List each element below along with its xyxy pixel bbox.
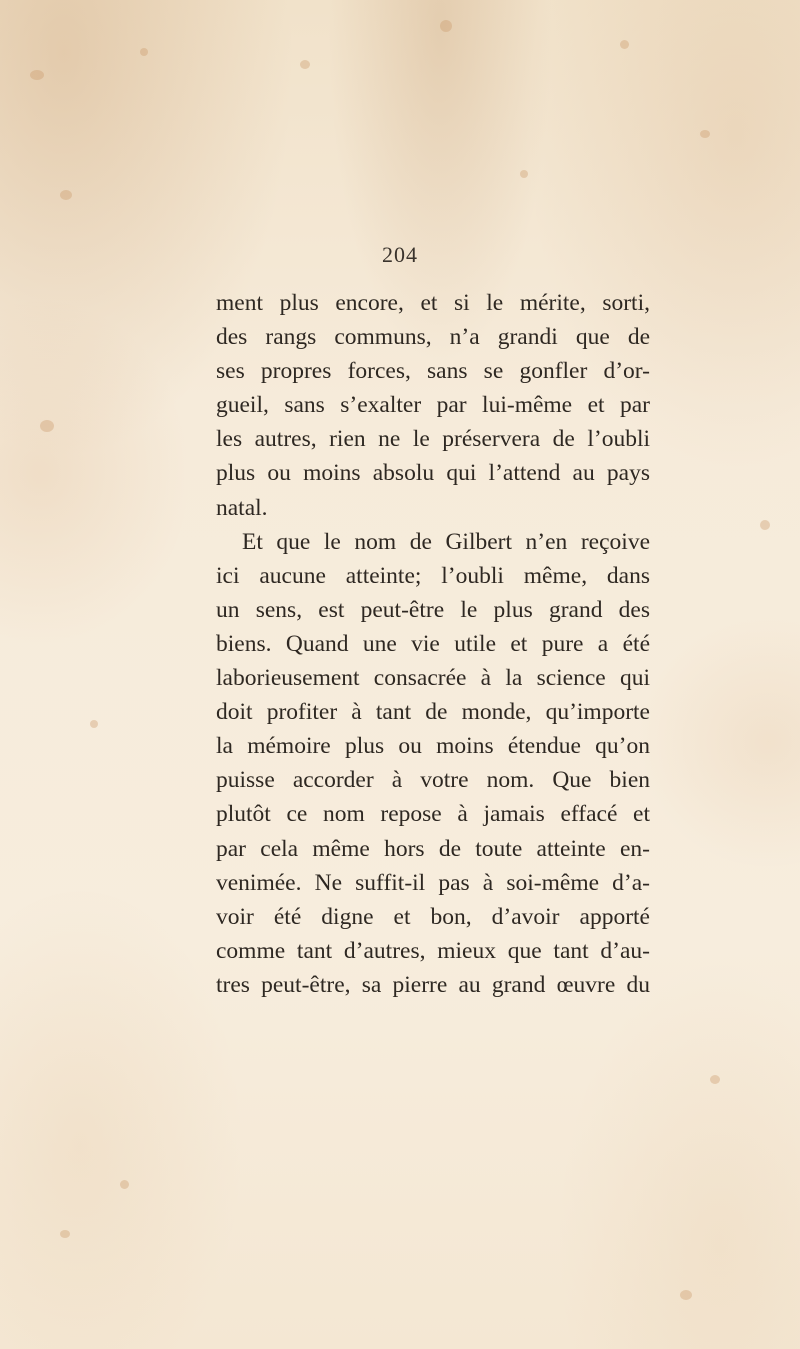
text-line: gueil, sans s’exalter par lui-même et par <box>216 392 650 419</box>
text-line: biens. Quand une vie utile et pure a été <box>216 630 650 657</box>
text-line: la mémoire plus ou moins étendue qu’on <box>216 733 650 760</box>
text-line: comme tant d’autres, mieux que tant d’au- <box>216 937 650 964</box>
text-line: laborieusement consacrée à la science qui <box>216 665 650 692</box>
text-line: venimée. Ne suffit-il pas à soi-même d’a- <box>216 869 650 896</box>
text-line: plus ou moins absolu qui l’attend au pays <box>216 460 650 487</box>
text-line: ment plus encore, et si le mérite, sorti, <box>216 290 650 316</box>
page-number: 204 <box>382 242 418 267</box>
text-line: les autres, rien ne le préservera de l’oubli <box>216 426 650 453</box>
text-line: Et que le nom de Gilbert n’en reçoive <box>242 528 650 555</box>
paragraph <box>216 286 650 525</box>
text-line: ses propres forces, sans se gonfler d’or- <box>216 358 650 385</box>
text-line: plutôt ce nom repose à jamais effacé et <box>216 801 650 828</box>
paragraph <box>216 525 650 1002</box>
text-line: puisse accorder à votre nom. Que bien <box>216 767 650 794</box>
text-line: voir été digne et bon, d’avoir apporté <box>216 903 650 930</box>
text-line: tres peut-être, sa pierre au grand œuvre du <box>216 971 650 998</box>
text-line: ici aucune atteinte; l’oubli même, dans <box>216 562 650 589</box>
body-text <box>216 286 650 1002</box>
text-line: natal. <box>216 494 268 521</box>
text-line: par cela même hors de toute atteinte en- <box>216 835 650 862</box>
text-line: des rangs communs, n’a grandi que de <box>216 324 650 351</box>
text-line: un sens, est peut-être le plus grand des <box>216 596 650 623</box>
text-line: doit profiter à tant de monde, qu’importe <box>216 699 650 726</box>
